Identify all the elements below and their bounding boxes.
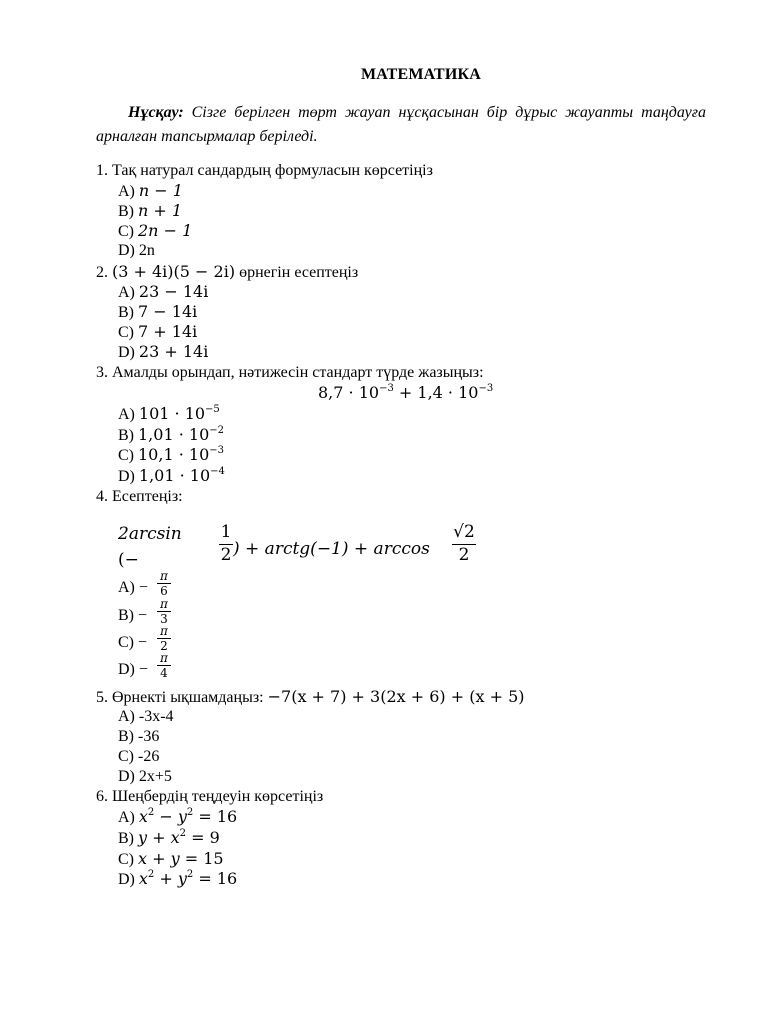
- rhs: = 15: [179, 849, 224, 868]
- var-y: y: [138, 828, 148, 847]
- exponent: −3: [209, 445, 224, 456]
- question-expression: (3 + 4i)(5 − 2i): [112, 262, 236, 281]
- pi-symbol: π: [160, 569, 168, 583]
- option-math: n + 1: [138, 201, 183, 220]
- exponent: −3: [379, 383, 394, 394]
- q2-option-d[interactable]: [118, 342, 208, 363]
- var-x: x: [138, 807, 148, 826]
- pi-symbol: π: [160, 651, 168, 665]
- arctg-arccos-term: ) + arctg(−1) + arccos: [233, 539, 430, 559]
- option-letter: B): [118, 304, 138, 321]
- var-y: y: [177, 869, 187, 888]
- q4-option-d[interactable]: D) −: [118, 661, 148, 678]
- page-title: МАТЕМАТИКА: [360, 66, 482, 83]
- option-letter: B): [118, 830, 138, 847]
- q4-c-fraction: [157, 624, 171, 653]
- option-letter: C): [118, 223, 138, 240]
- option-math: 7 + 14i: [138, 322, 198, 341]
- q3-option-b[interactable]: [118, 425, 224, 446]
- fraction-denominator: 3: [160, 612, 168, 626]
- fraction-denominator: 4: [160, 666, 168, 680]
- q4-d-fraction: [157, 651, 171, 680]
- rhs: = 9: [186, 828, 220, 847]
- option-letter: B): [118, 203, 138, 220]
- option-letter: A): [118, 809, 139, 826]
- rhs: = 16: [193, 869, 238, 888]
- operator: −: [154, 807, 178, 826]
- q4-a-fraction: [157, 569, 171, 598]
- q3-option-c[interactable]: [118, 445, 224, 466]
- instruction-paragraph: [96, 101, 706, 149]
- exponent: 2: [179, 828, 187, 839]
- option-math: 10,1 · 10: [138, 445, 210, 464]
- q1-option-d[interactable]: D) 2n: [118, 242, 155, 259]
- exponent: 2: [147, 869, 155, 880]
- exponent: −3: [478, 383, 494, 394]
- question-5: [96, 687, 525, 708]
- var-y: y: [177, 807, 187, 826]
- exponent: 2: [147, 807, 155, 818]
- q4-option-c[interactable]: C) −: [118, 634, 148, 651]
- instruction-lead: Нұсқау:: [128, 104, 184, 121]
- q1-option-c[interactable]: [118, 221, 192, 242]
- rhs: = 16: [193, 807, 238, 826]
- arcsin-paren: (−: [118, 550, 139, 570]
- option-letter: D): [118, 468, 139, 485]
- option-math: 23 + 14i: [138, 342, 209, 361]
- fraction-denominator: 2: [220, 545, 232, 565]
- option-letter: D): [118, 344, 139, 361]
- q2-option-c[interactable]: [118, 322, 197, 343]
- option-math: 2n − 1: [138, 221, 193, 240]
- operator: +: [147, 828, 171, 847]
- operator: +: [154, 869, 178, 888]
- pi-symbol: π: [160, 624, 168, 638]
- question-tail: өрнегін есептеңіз: [235, 264, 359, 281]
- q1-option-a[interactable]: [118, 181, 183, 202]
- var-y: y: [170, 849, 180, 868]
- option-math: 7 − 14i: [138, 302, 198, 321]
- operator: +: [147, 849, 171, 868]
- q4-option-a[interactable]: A) −: [118, 579, 148, 596]
- option-letter: B): [118, 427, 138, 444]
- q4-option-b[interactable]: B) −: [118, 607, 148, 624]
- question-number: 2.: [96, 264, 112, 281]
- q3-expression: [318, 383, 493, 403]
- exponent: 2: [186, 869, 194, 880]
- option-math: 101 · 10: [138, 404, 206, 423]
- option-letter: A): [118, 406, 139, 423]
- expr-part: 8,7 · 10: [318, 383, 380, 402]
- fraction-denominator: 2: [458, 545, 470, 565]
- question-4: 4. Есептеңіз:: [96, 488, 183, 505]
- fraction-sqrt2-2: [452, 522, 476, 565]
- q6-option-c[interactable]: [118, 849, 224, 870]
- var-x: x: [138, 849, 148, 868]
- option-letter: C): [118, 324, 138, 341]
- option-math: n − 1: [138, 181, 183, 200]
- question-1: 1. Тақ натурал сандардың формуласын көрсетіңіз: [96, 162, 433, 179]
- fraction-numerator: √2: [453, 522, 475, 542]
- question-6: 6. Шеңбердің теңдеуін көрсетіңіз: [96, 788, 324, 805]
- var-x: x: [170, 828, 180, 847]
- option-math: 23 − 14i: [138, 282, 209, 301]
- option-letter: C): [118, 447, 138, 464]
- question-3: 3. Амалды орындап, нәтижесін стандарт түрде жазыңыз:: [96, 364, 484, 381]
- exponent: 2: [186, 807, 194, 818]
- option-letter: A): [118, 183, 139, 200]
- q5-option-d[interactable]: D) 2x+5: [118, 768, 172, 785]
- q4-b-fraction: [157, 597, 171, 626]
- q6-option-d[interactable]: [118, 869, 237, 890]
- q6-option-a[interactable]: [118, 807, 237, 828]
- q5-option-a[interactable]: A) -3x-4: [118, 708, 174, 725]
- pi-symbol: π: [160, 597, 168, 611]
- var-x: x: [138, 869, 148, 888]
- question-label: 5. Өрнекті ықшамдаңыз:: [96, 689, 268, 706]
- exponent: −2: [209, 425, 224, 436]
- option-math: 1,01 · 10: [138, 466, 211, 485]
- option-math: 1,01 · 10: [138, 425, 210, 444]
- fraction-1-2: [219, 522, 233, 565]
- fraction-denominator: 2: [160, 639, 168, 653]
- q1-option-b[interactable]: [118, 201, 182, 222]
- q2-option-b[interactable]: [118, 302, 197, 323]
- fraction-denominator: 6: [160, 584, 168, 598]
- arcsin-term: 2arcsin: [118, 524, 182, 544]
- fraction-numerator: 1: [220, 522, 232, 542]
- q2-option-a[interactable]: [118, 282, 208, 303]
- option-letter: C): [118, 851, 138, 868]
- question-2: [96, 262, 358, 283]
- instruction-text: Сізге берілген төрт жауап нұсқасынан бір дұрыс жауапты таңдауға арналған тапсырмалар беріледі.: [96, 104, 706, 145]
- q3-option-d[interactable]: [118, 466, 225, 487]
- q5-option-b[interactable]: B) -36: [118, 728, 160, 745]
- q5-option-c[interactable]: C) -26: [118, 748, 160, 765]
- q3-option-a[interactable]: [118, 404, 220, 425]
- exponent: −4: [210, 466, 225, 477]
- option-letter: A): [118, 284, 139, 301]
- question-expression: −7(x + 7) + 3(2x + 6) + (x + 5): [267, 687, 525, 706]
- exponent: −5: [205, 404, 220, 415]
- q6-option-b[interactable]: [118, 828, 220, 849]
- expr-part: + 1,4 · 10: [393, 383, 479, 402]
- option-letter: D): [118, 871, 139, 888]
